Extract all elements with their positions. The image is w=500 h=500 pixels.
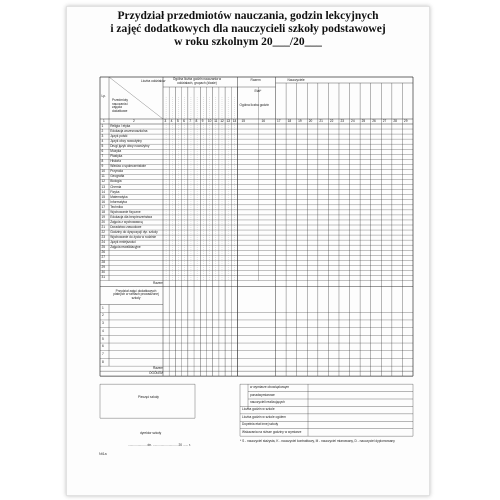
footer-legend: * S - nauczyciel stażysta, K - nauczyciel kontraktowy, M - nauczyciel mianowany, D - nauczyciel dyplomowany: [240, 439, 395, 444]
col-num-9: 9: [201, 118, 204, 123]
header-przedmioty: Przedmioty nauczania i zajęcia dodatkowe: [112, 98, 129, 113]
director-label: dyrektor szkoły: [140, 431, 162, 436]
header-razem: Razem: [250, 78, 261, 82]
subject-row-number: 19: [101, 214, 106, 219]
subject-row-number: 12: [101, 179, 106, 184]
col-num-18: 18: [287, 118, 292, 123]
date-line: ..................... dn. ............................ 20 ...... r.: [128, 443, 191, 448]
subject-row-name: Godziny do dyspozycji dyr. szkoły: [110, 229, 158, 234]
summary-row-label: nauczycieli realizujących: [250, 400, 285, 404]
subject-row-number: 23: [101, 235, 106, 239]
subject-row-number: 13: [101, 184, 106, 189]
razem2-label: Razem: [153, 365, 164, 370]
subject-row-number: 9: [101, 164, 104, 169]
col-num-28: 28: [393, 118, 397, 123]
subject-row-name: Wychowanie do życia w rodzinie: [110, 235, 157, 239]
summary-row-label: ponadwymiarowe: [250, 392, 275, 397]
title-line-2: i zajęć dodatkowych dla nauczycieli szkoły podstawowej: [110, 23, 386, 35]
col-num-25: 25: [361, 118, 366, 123]
additional-row-number: 1: [102, 305, 104, 310]
col-num-20: 20: [308, 118, 313, 123]
title-line-3: w roku szkolnym 20___/20___: [174, 36, 322, 48]
additional-section-label: Przydział zajęć dodatkowych płatnych w ramach prowadzonej szkoły: [113, 288, 159, 300]
additional-row-number: 6: [102, 344, 104, 349]
subject-row-name: Informatyka: [110, 199, 127, 204]
subject-row-number: 11: [101, 174, 105, 179]
subject-row-number: 30: [101, 270, 106, 275]
stamp-label: Pieczęć szkoły: [138, 395, 159, 400]
summary-row-label: Dopełnia etat innej szkoły: [242, 422, 279, 427]
header-liczba-oddzialow: Liczba oddziałów: [141, 79, 166, 83]
additional-row-number: 7: [102, 351, 104, 356]
subject-row-name: Technika: [110, 204, 123, 209]
subject-row-name: Wychowanie fizyczne: [110, 209, 141, 214]
col-num-24: 24: [351, 118, 355, 123]
additional-row-number: 8: [102, 359, 104, 364]
header-etat: Etat*: [254, 89, 262, 93]
subject-row-name: Język obcy nowożytny: [110, 139, 142, 144]
subject-row-number: 5: [101, 144, 104, 149]
subject-row-number: 7: [101, 154, 104, 159]
col-num-22: 22: [329, 118, 334, 123]
subject-row-number: 17: [101, 204, 106, 209]
subject-row-number: 26: [101, 250, 106, 255]
subject-row-number: 1: [101, 123, 104, 128]
col-num-11: 11: [214, 118, 218, 123]
subject-row-name: Muzyka: [110, 149, 122, 154]
subject-row-number: 21: [101, 224, 106, 229]
col-num-16: 16: [261, 118, 266, 123]
col-num-29: 29: [403, 118, 408, 123]
subject-row-name: Geografia: [110, 174, 125, 179]
col-num-17: 17: [277, 118, 281, 123]
header-lp: Lp.: [101, 94, 106, 98]
ogolem-label: OGÓŁEM: [149, 370, 163, 375]
additional-row-number: 4: [102, 328, 104, 333]
subject-row-number: 31: [101, 275, 106, 280]
summary-row-label: Wskazania na niższe godziny w wymiarze: [242, 429, 302, 434]
subject-row-number: 20: [101, 219, 106, 224]
subject-row-number: 24: [101, 240, 106, 245]
subject-row-number: 4: [101, 139, 104, 144]
subject-row-number: 28: [101, 260, 106, 265]
header-nauczyciele: Nauczyciele: [287, 77, 305, 82]
form-sheet: [66, 6, 430, 496]
col-num-1: 1: [103, 118, 105, 123]
subject-row-number: 10: [101, 169, 106, 174]
subject-row-number: 8: [101, 159, 104, 164]
additional-row-number: 5: [102, 336, 104, 341]
header-ogolna-liczba-godzin: Ogólna liczba godzin: [239, 103, 270, 107]
additional-row-number: 3: [102, 321, 104, 326]
subject-row-name: Fizyka: [110, 189, 120, 194]
subject-row-name: Zajęcia rewalidacyjne: [110, 245, 141, 250]
col-num-5: 5: [176, 118, 179, 123]
subject-row-name: Język polski: [110, 134, 128, 138]
subject-row-number: 15: [101, 194, 106, 199]
subject-row-number: 6: [101, 149, 104, 154]
col-num-14: 14: [232, 118, 237, 123]
summary-row-label: Liczba godzin w szkole ogółem: [242, 414, 286, 419]
subject-row-name: Religia / etyka: [110, 123, 131, 128]
subject-row-number: 3: [101, 134, 104, 138]
subject-row-name: Biologia: [110, 179, 122, 184]
subject-row-name: Matematyka: [110, 194, 128, 199]
subject-row-name: Chemia: [110, 184, 122, 189]
form-code: Nt1a: [99, 452, 107, 457]
col-num-2: 2: [133, 118, 135, 123]
col-num-21: 21: [319, 118, 323, 123]
col-num-6: 6: [183, 118, 185, 123]
col-num-27: 27: [382, 118, 387, 123]
col-num-15: 15: [241, 118, 246, 123]
subject-row-name: Edukacja dla bezpieczeństwa: [110, 214, 153, 219]
subject-row-name: Plastyka: [110, 154, 123, 159]
subject-row-number: 25: [101, 245, 106, 250]
subject-row-name: Język mniejszości: [110, 240, 136, 245]
subject-row-number: 18: [101, 209, 106, 214]
summary-row-label: w wymiarze obowiązkowym: [250, 385, 290, 390]
subject-row-number: 29: [101, 265, 106, 270]
col-num-13: 13: [226, 118, 231, 123]
col-num-4: 4: [170, 118, 173, 123]
subject-row-name: Wiedza o społeczeństwie: [110, 164, 146, 169]
title-line-1: Przydział przedmiotów nauczania, godzin lekcyjnych: [117, 10, 379, 22]
subject-row-number: 22: [101, 229, 106, 234]
col-num-26: 26: [372, 118, 376, 123]
subject-row-name: Zajęcia z wychowawcą: [110, 219, 143, 224]
subject-row-name: Doradztwo zawodowe: [110, 224, 142, 229]
subject-row-name: Drugi język obcy nowożytny: [110, 144, 150, 149]
col-num-3: 3: [164, 118, 167, 123]
col-num-8: 8: [195, 118, 198, 123]
subject-row-name: Przyroda: [110, 169, 123, 174]
summary-row-label: Liczba godzin w szkole: [242, 407, 275, 412]
subject-row-number: 2: [101, 128, 104, 133]
header-ogolna-liczba: Ogólna liczba godzin nauczania w oddziałach, grupach (klasie): [172, 77, 222, 85]
subject-row-number: 14: [101, 189, 106, 194]
col-num-10: 10: [207, 118, 212, 123]
col-num-19: 19: [298, 118, 302, 123]
col-num-23: 23: [340, 118, 345, 123]
subject-row-number: 16: [101, 199, 106, 204]
subject-row-name: Historia: [110, 159, 121, 164]
subject-row-name: Edukacja wczesnoszkolna: [110, 128, 148, 133]
col-num-12: 12: [220, 118, 224, 123]
col-num-7: 7: [189, 118, 192, 123]
additional-row-number: 2: [102, 313, 104, 318]
razem-label: Razem: [153, 280, 164, 285]
subject-row-number: 27: [101, 255, 106, 260]
